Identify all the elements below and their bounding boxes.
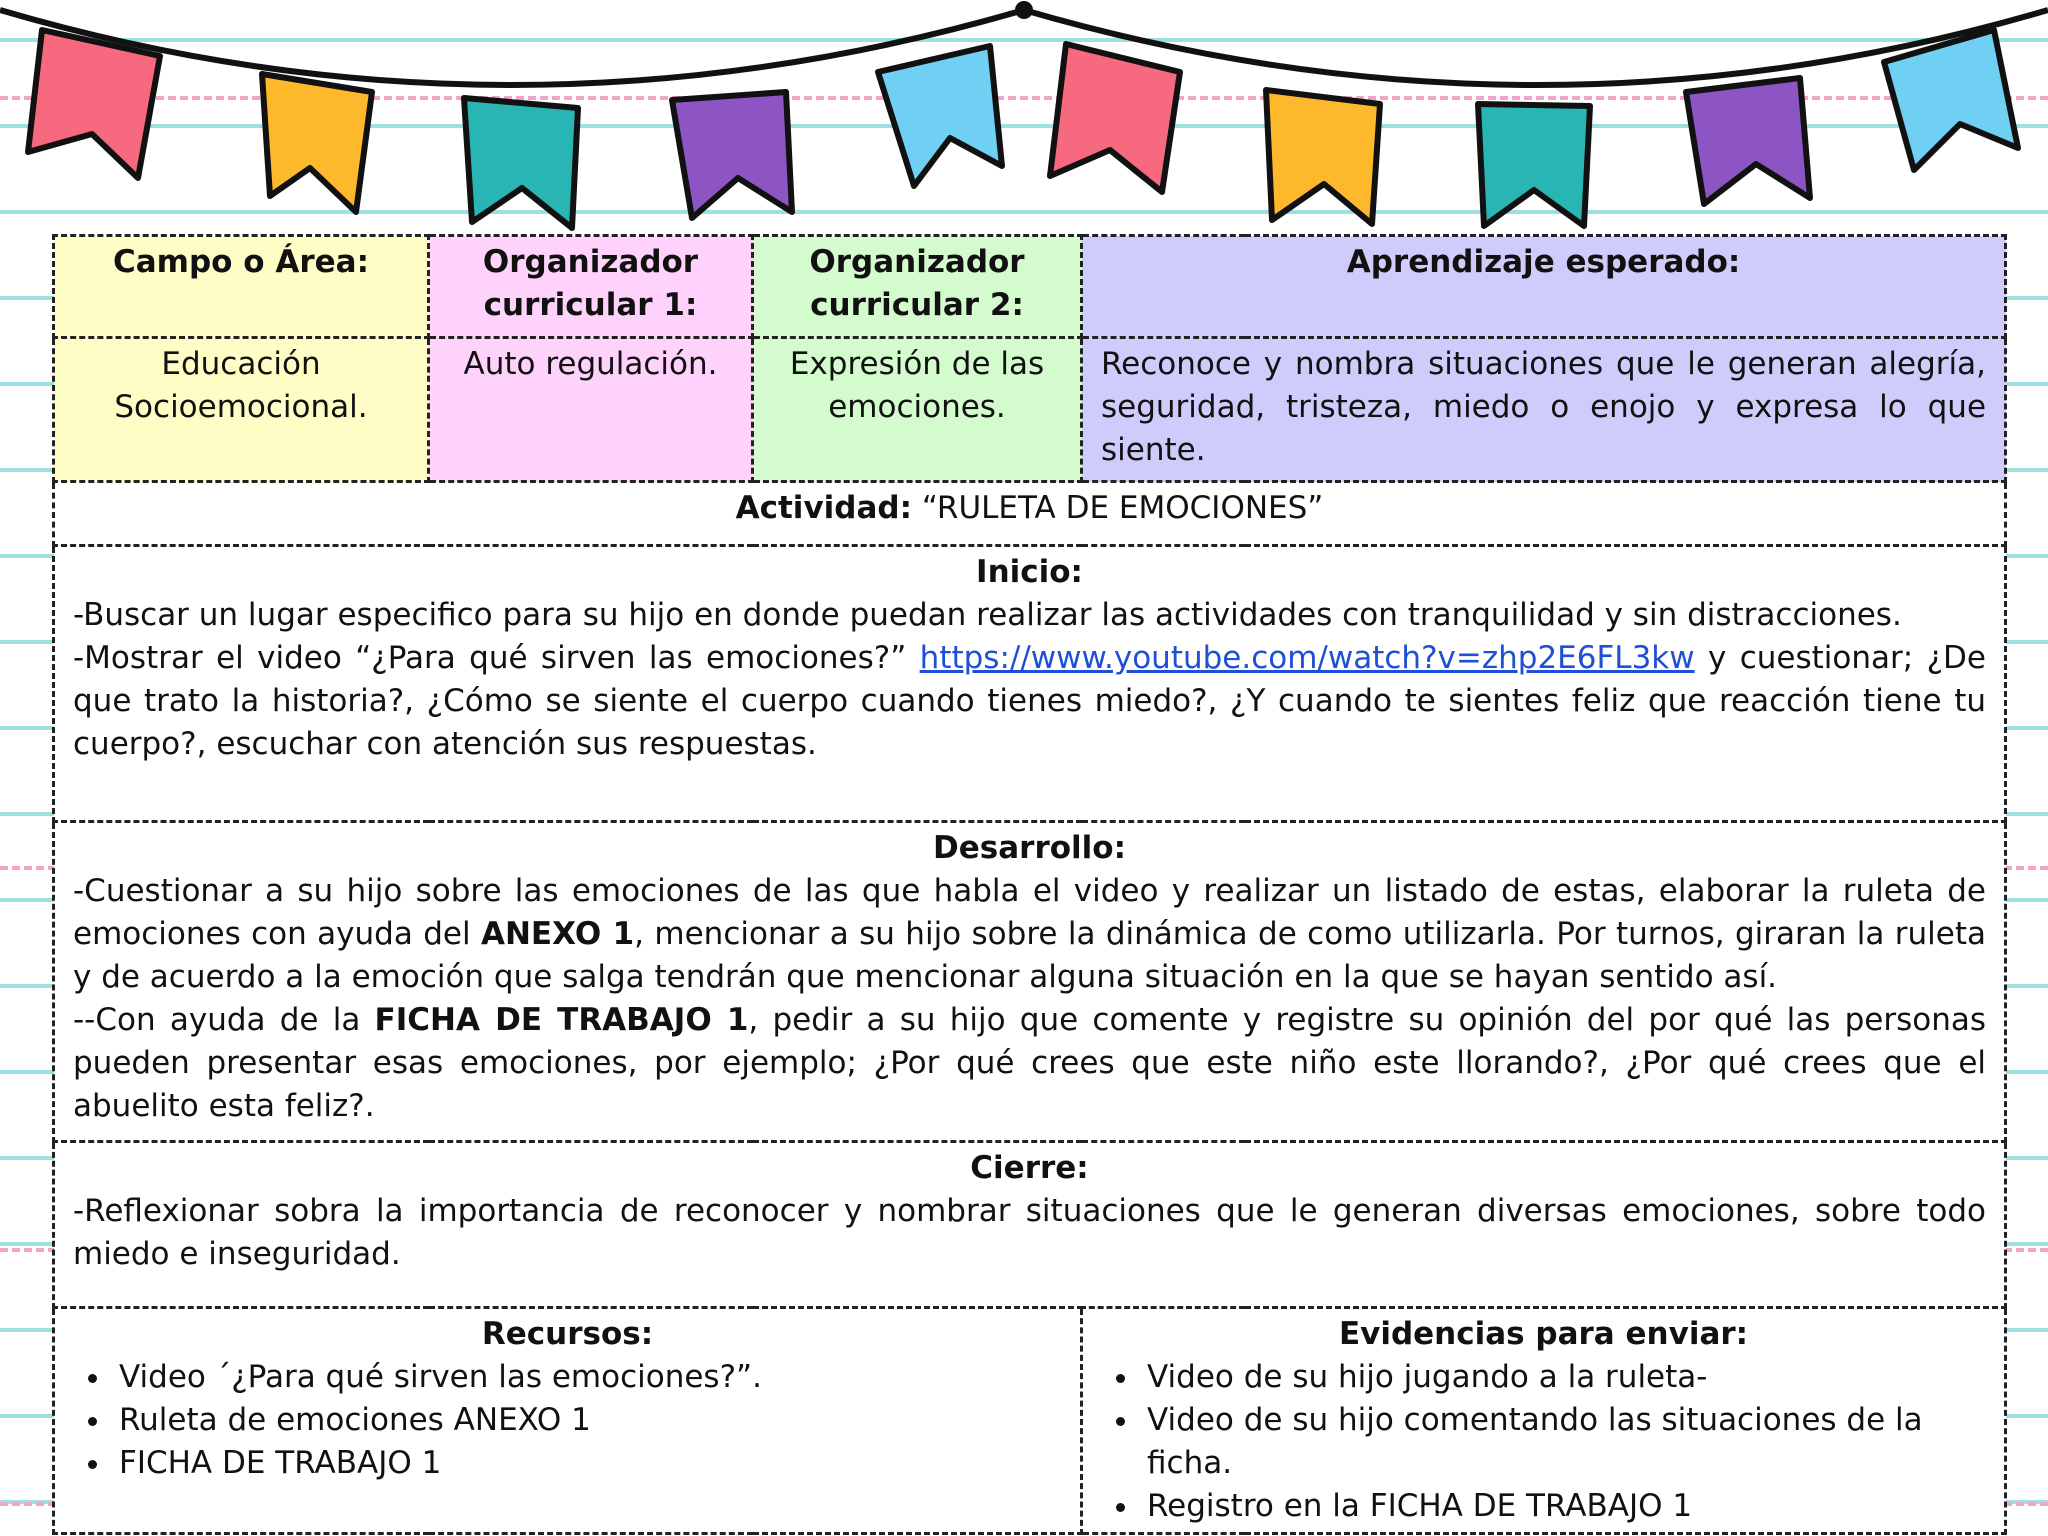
- desarrollo-title: Desarrollo:: [933, 830, 1126, 866]
- inicio-title: Inicio:: [976, 554, 1083, 590]
- inicio-paragraph-2-start: -Mostrar el video “¿Para qué sirven las emociones?”: [73, 640, 920, 676]
- recursos-title: Recursos:: [481, 1316, 654, 1352]
- aprendizaje-esperado-value: Reconoce y nombra situaciones que le generan alegría, seguridad, tristeza, miedo o enojo y expresa lo que siente.: [1082, 338, 2006, 482]
- desarrollo-p1-end: , mencionar a su hijo sobre la dinámica de como utilizarla. Por turnos, giraran la ruleta y de acuerdo a la emoción que salga tendrán que mencionar alguna situación en la que se hayan sentido así.: [73, 916, 1987, 995]
- recursos-section: [54, 1308, 1082, 1534]
- organizador-1-value: Auto regulación.: [429, 338, 753, 482]
- organizador-2-value: Expresión de las emociones.: [753, 338, 1082, 482]
- bunting-flag: [1884, 30, 2018, 170]
- bunting-flag: [1686, 78, 1810, 204]
- list-item: • Video ´¿Para qué sirven las emociones?”.: [113, 1356, 1062, 1399]
- aprendizaje-esperado-header: Aprendizaje esperado:: [1082, 236, 2006, 338]
- organizador-2-header: Organizador curricular 2:: [753, 236, 1082, 338]
- organizador-1-header: Organizador curricular 1:: [429, 236, 753, 338]
- bunting-flag: [1478, 104, 1590, 226]
- inicio-paragraph-1: -Buscar un lugar especifico para su hijo en donde puedan realizar las actividades con tranquilidad y sin distracciones.: [73, 597, 1902, 633]
- desarrollo-paragraph-1: [73, 870, 1986, 999]
- list-item: • Video de su hijo jugando a la ruleta-: [1141, 1356, 1986, 1399]
- campo-area-header: Campo o Área:: [54, 236, 429, 338]
- desarrollo-p1-start: -Cuestionar a su hijo sobre las emociones de las que habla el video y realizar un listado de estas, elaborar la ruleta de emociones con ayuda del: [73, 873, 1987, 952]
- bunting-flag: [1266, 90, 1380, 224]
- recursos-list: [73, 1356, 1062, 1485]
- cierre-section: [54, 1142, 2006, 1308]
- list-item: • Ruleta de emociones ANEXO 1: [113, 1399, 1062, 1442]
- bunting-flag: [464, 98, 578, 228]
- actividad-row: [54, 482, 2006, 546]
- ficha-trabajo-bold: FICHA DE TRABAJO 1: [374, 1002, 749, 1038]
- bunting-flag: [1050, 44, 1180, 192]
- actividad-name: “RULETA DE EMOCIONES”: [921, 490, 1324, 526]
- desarrollo-p2-end: , pedir a su hijo que comente y registre su opinión del por qué las personas pueden presentar esas emociones, por ejemplo; ¿Por qué crees que este niño este llorando?, ¿Por qué crees que el abuelito esta feliz?.: [73, 1002, 1987, 1124]
- evidencias-title: Evidencias para enviar:: [1338, 1316, 1749, 1352]
- campo-area-value: Educación Socioemocional.: [54, 338, 429, 482]
- bunting-flag: [28, 30, 160, 178]
- video-link[interactable]: https://www.youtube.com/watch?v=zhp2E6FL3kw: [919, 640, 1695, 676]
- bunting-flag: [262, 74, 372, 212]
- inicio-paragraph-2-end: y cuestionar; ¿De que trato la historia?, ¿Cómo se siente el cuerpo cuando tienes miedo?, ¿Y cuando te sientes feliz que reacción tiene tu cuerpo?, escuchar con atención sus respuestas.: [73, 640, 1987, 762]
- evidencias-list: [1101, 1356, 1986, 1528]
- bunting-flag: [878, 46, 1002, 186]
- bunting-flag: [672, 92, 792, 218]
- actividad-label: Actividad:: [735, 490, 912, 526]
- cierre-title: Cierre:: [970, 1150, 1089, 1186]
- cierre-paragraph: -Reflexionar sobra la importancia de reconocer y nombrar situaciones que le generan diversas emociones, sobre todo miedo e inseguridad.: [73, 1193, 1987, 1272]
- evidencias-section: [1082, 1308, 2006, 1534]
- desarrollo-p2-start: --Con ayuda de la: [73, 1002, 375, 1038]
- bunting-banner: [0, 0, 2048, 240]
- list-item: • Video de su hijo comentando las situaciones de la ficha.: [1141, 1399, 1986, 1485]
- lesson-plan-table: [52, 234, 2007, 1535]
- desarrollo-section: [54, 822, 2006, 1142]
- bunting-knot: [1015, 1, 1033, 19]
- inicio-section: [54, 546, 2006, 822]
- inicio-paragraph-2: [73, 637, 1986, 766]
- list-item: • Registro en la FICHA DE TRABAJO 1: [1141, 1485, 1986, 1528]
- list-item: • FICHA DE TRABAJO 1: [113, 1442, 1062, 1485]
- desarrollo-paragraph-2: [73, 999, 1986, 1128]
- anexo-1-bold: ANEXO 1: [480, 916, 635, 952]
